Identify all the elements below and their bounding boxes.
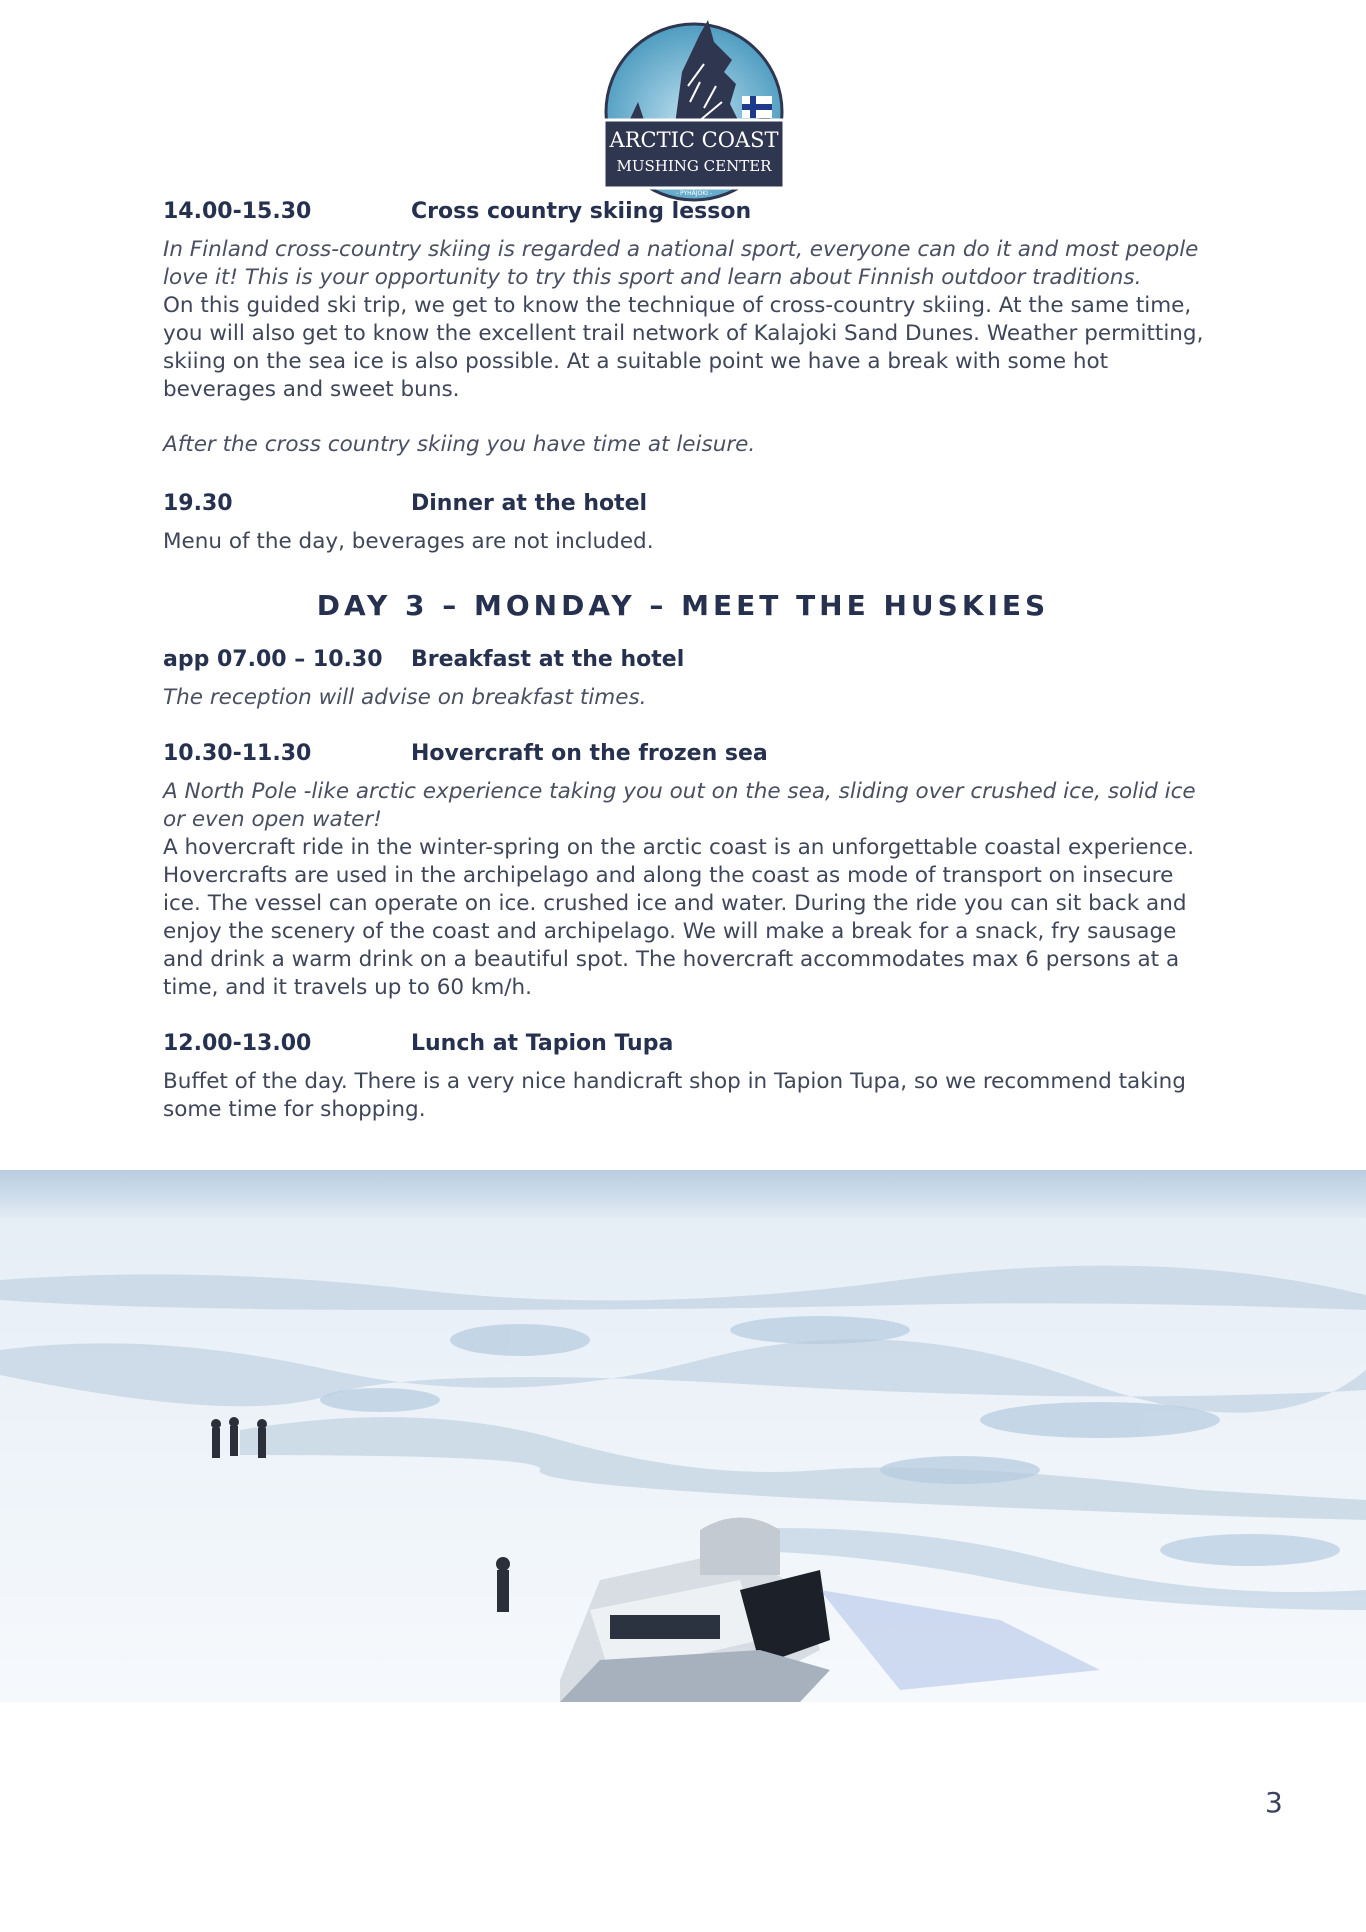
hovercraft-heading bbox=[163, 738, 1213, 770]
finland-flag-icon bbox=[742, 96, 772, 118]
lunch-title: Lunch at Tapion Tupa bbox=[411, 1031, 674, 1056]
breakfast-title: Breakfast at the hotel bbox=[411, 647, 685, 672]
dinner-time: 19.30 bbox=[163, 491, 233, 516]
ski-title: Cross country skiing lesson bbox=[411, 199, 752, 224]
dinner-title: Dinner at the hotel bbox=[411, 491, 648, 516]
itinerary-content bbox=[163, 196, 1213, 1124]
breakfast-time: app 07.00 – 10.30 bbox=[163, 647, 383, 672]
page-number: 3 bbox=[1265, 1786, 1283, 1819]
lunch-heading bbox=[163, 1028, 1213, 1060]
hovercraft-intro: A North Pole -like arctic experience taking you out on the sea, sliding over crushed ice, solid ice or even open water! bbox=[163, 779, 1196, 832]
ski-time: 14.00-15.30 bbox=[163, 199, 312, 224]
logo-line2: MUSHING CENTER bbox=[616, 157, 772, 175]
breakfast-body: The reception will advise on breakfast times. bbox=[163, 685, 647, 710]
logo-line1: ARCTIC COAST bbox=[609, 128, 779, 152]
dinner-heading bbox=[163, 488, 1213, 520]
lunch-body: Buffet of the day. There is a very nice handicraft shop in Tapion Tupa, so we recommend taking some time for shopping. bbox=[163, 1069, 1186, 1122]
lunch-time: 12.00-13.00 bbox=[163, 1031, 312, 1056]
frozen-sea-photo bbox=[0, 1170, 1366, 1702]
ski-heading bbox=[163, 196, 1213, 228]
breakfast-heading bbox=[163, 644, 1213, 676]
hovercraft-body: A hovercraft ride in the winter-spring on the arctic coast is an unforgettable coastal experience. Hovercrafts are used in the archipelago and along the coast as mode of transport on insecure ice. The vessel can operate on ice. crushed ice and water. During the ride you can sit back and enjoy the scenery of the coast and archipelago. We will make a break for a snack, fry sausage and drink a warm drink on a beautiful spot. The hovercraft accommodates max 6 persons at a time, and it travels up to 60 km/h. bbox=[163, 835, 1195, 1000]
hovercraft-time: 10.30-11.30 bbox=[163, 741, 312, 766]
ski-intro: In Finland cross-country skiing is regarded a national sport, everyone can do it and most people love it! This is your opportunity to try this sport and learn about Finnish outdoor traditions. bbox=[163, 237, 1199, 290]
logo-line3: - PYHÄJOKI - bbox=[675, 190, 713, 197]
arctic-coast-logo bbox=[604, 12, 784, 202]
dinner-body: Menu of the day, beverages are not included. bbox=[163, 529, 654, 554]
ski-after: After the cross country skiing you have time at leisure. bbox=[163, 432, 756, 457]
hovercraft-title: Hovercraft on the frozen sea bbox=[411, 741, 768, 766]
day3-heading: DAY 3 – MONDAY – MEET THE HUSKIES bbox=[316, 589, 1050, 622]
ski-body: On this guided ski trip, we get to know the technique of cross-country skiing. At the same time, you will also get to know the excellent trail network of Kalajoki Sand Dunes. Weather permitting, skiing on the sea ice is also possible. At a suitable point we have a break with some hot beverages and sweet buns. bbox=[163, 293, 1204, 402]
